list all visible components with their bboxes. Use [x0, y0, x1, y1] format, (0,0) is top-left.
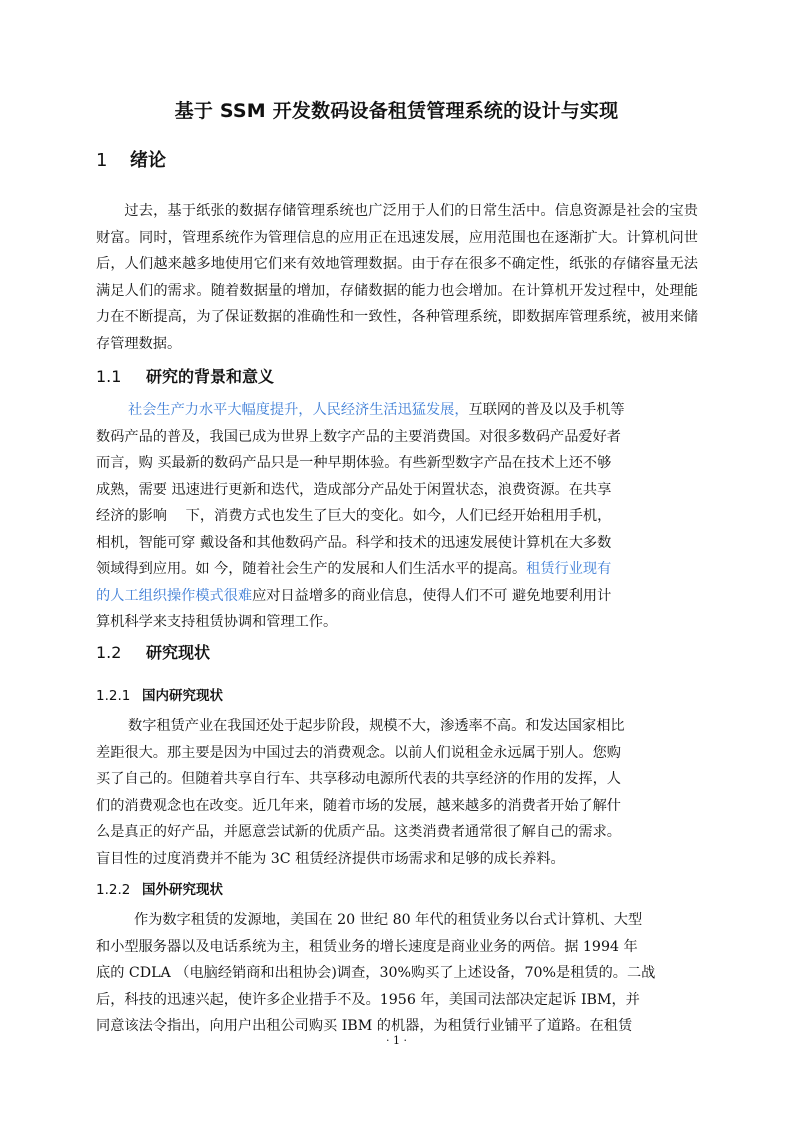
- paragraph-line: 们的消费观念也在改变。近几年来，随着市场的发展，越来越多的消费者开始了解什: [96, 797, 621, 814]
- section-heading-1-1: [96, 364, 274, 387]
- section-number: 1.2: [96, 643, 122, 662]
- paragraph-line: 买了自己的。但随着共享自行车、共享移动电源所代表的共享经济的作用的发挥，人: [96, 771, 621, 787]
- subsection-heading-1-2-2: [96, 878, 223, 898]
- background-paragraph: [96, 397, 698, 636]
- subsection-title: 国内研究现状: [142, 688, 223, 704]
- paragraph-line: 差距很大。那主要是因为中国过去的消费观念。以前人们说租金永远属于别人。您购: [96, 744, 621, 761]
- chapter-heading: [96, 146, 166, 172]
- subsection-number: 1.2.2: [96, 882, 131, 898]
- paragraph-line: 后，科技的迅速兴起，使许多企业措手不及。1956 年，美国司法部决定起诉 IBM，并: [96, 991, 640, 1008]
- paragraph-line: 底的 CDLA （电脑经销商和出租协会)调查，30%购买了上述设备，70%是租赁的。二战: [96, 965, 656, 981]
- paragraph-line: 经济的影响 下，消费方式也发生了巨大的变化。如今，人们已经开始租用手机，: [96, 508, 612, 524]
- paragraph-line: 盲目性的过度消费并不能为 3C 租赁经济提供市场需求和足够的成长养料。: [96, 850, 565, 867]
- paragraph-line: 么是真正的好产品，并愿意尝试新的优质产品。这类消费者通常很了解自己的需求。: [96, 824, 621, 840]
- chapter-title: 绪论: [130, 150, 166, 171]
- subsection-heading-1-2-1: [96, 684, 223, 704]
- chapter-number: 1: [96, 150, 108, 171]
- subsection-title: 国外研究现状: [142, 882, 223, 898]
- paragraph-line: 相机，智能可穿 戴设备和其他数码产品。科学和技术的迅速发展使计算机在大多数: [96, 534, 612, 551]
- paragraph-line: 而言，购 买最新的数码产品只是一种早期体验。有些新型数字产品在技术上还不够: [96, 455, 612, 471]
- paragraph-line: 数字租赁产业在我国还处于起步阶段，规模不大，渗透率不高。和发达国家相比: [128, 718, 625, 734]
- paragraph-line: 成熟，需要 迅速进行更新和迭代，造成部分产品处于闲置状态，浪费资源。在共享: [96, 481, 612, 498]
- paragraph-line: 数码产品的普及，我国已成为世界上数字产品的主要消费国。对很多数码产品爱好者: [96, 428, 621, 445]
- page-number: · 1 ·: [386, 1034, 407, 1047]
- section-heading-1-2: [96, 640, 210, 663]
- section-title: 研究的背景和意义: [146, 367, 275, 386]
- paragraph-line: 同意该法令指出，向用户出租公司购买 IBM 的机器，为租赁行业铺平了道路。在租赁: [96, 1018, 633, 1034]
- highlighted-text: 的人工组织操作模式很难: [96, 587, 253, 604]
- paragraph-line: 社会生产力水平大幅度提升，人民经济生活迅猛发展，互联网的普及以及手机等: [128, 402, 625, 418]
- foreign-research-paragraph: [96, 907, 698, 1040]
- highlighted-text: 社会生产力水平大幅度提升，人民经济生活迅猛发展，: [128, 402, 469, 418]
- subsection-number: 1.2.1: [96, 688, 131, 704]
- highlighted-text: 租赁行业现有: [526, 561, 612, 577]
- paragraph-line: 的人工组织操作模式很难应对日益增多的商业信息，使得人们不可 避免地要利用计: [96, 587, 612, 604]
- paragraph-line: 领域得到应用。如 今，随着社会生产的发展和人们生活水平的提高。租赁行业现有: [96, 561, 612, 577]
- paragraph-line: 和小型服务器以及电话系统为主，租赁业务的增长速度是商业业务的两倍。据 1994 年: [96, 938, 638, 955]
- section-number: 1.1: [96, 367, 122, 386]
- section-title: 研究现状: [146, 643, 211, 662]
- domestic-research-paragraph: [96, 713, 698, 872]
- document-title: 基于 SSM 开发数码设备租赁管理系统的设计与实现: [174, 100, 619, 122]
- intro-paragraph: 过去，基于纸张的数据存储管理系统也广泛用于人们的日常生活中。信息资源是社会的宝贵财富。同时，管理系统作为管理信息的应用正在迅速发展，应用范围也在逐渐扩大。计算机问世后，人们越来越多地使用它们来有效地管理数据。由于存在很多不确定性，纸张的存储容量无法满足人们的需求。随着数据量的增加，存储数据的能力也会增加。在计算机开发过程中，处理能力在不断提高，为了保证数据的准确性和一致性，各种管理系统，即数据库管理系统，被用来储存管理数据。: [96, 203, 698, 352]
- paragraph-line: 作为数字租赁的发源地，美国在 20 世纪 80 年代的租赁业务以台式计算机、大型: [134, 912, 643, 928]
- paragraph-line: 算机科学来支持租赁协调和管理工作。: [96, 614, 338, 630]
